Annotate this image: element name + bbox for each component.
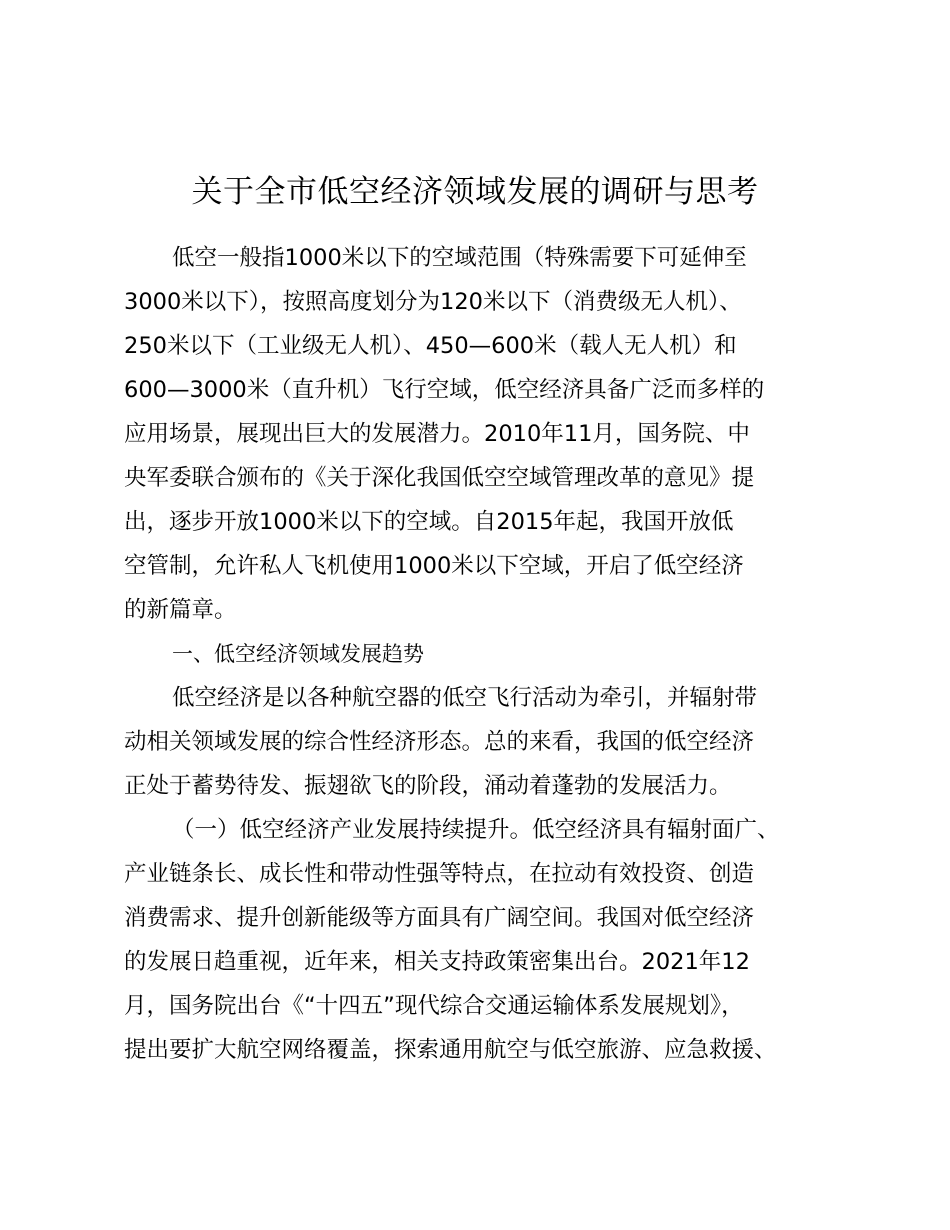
paragraph-line: 的新篇章。: [124, 597, 237, 623]
paragraph-line: 的发展日趋重视，近年来，相关支持政策密集出台。2021年12: [124, 949, 750, 975]
paragraph-line: 低空经济是以各种航空器的低空飞行活动为牵引，并辐射带: [172, 685, 758, 711]
paragraph-line: 600—3000米（直升机）飞行空域，低空经济具备广泛而多样的: [124, 377, 765, 403]
paragraph-line: 应用场景，展现出巨大的发展潜力。2010年11月，国务院、中: [124, 421, 750, 447]
paragraph-line: 空管制，允许私人飞机使用1000米以下空域，开启了低空经济: [124, 553, 744, 579]
paragraph-line: 产业链条长、成长性和带动性强等特点，在拉动有效投资、创造: [124, 861, 755, 887]
paragraph-line: 央军委联合颁布的《关于深化我国低空空域管理改革的意见》提: [124, 465, 755, 491]
section-heading: 一、低空经济领域发展趋势: [172, 642, 424, 666]
paragraph-line: （一）低空经济产业发展持续提升。低空经济具有辐射面广、: [172, 817, 780, 843]
paragraph-line: 3000米以下），按照高度划分为120米以下（消费级无人机）、: [124, 289, 742, 315]
document-body: [124, 236, 844, 1072]
paragraph-line: 低空一般指1000米以下的空域范围（特殊需要下可延伸至: [172, 245, 747, 271]
paragraph-line: 消费需求、提升创新能级等方面具有广阔空间。我国对低空经济: [124, 905, 755, 931]
paragraph-line: 250米以下（工业级无人机）、450—600米（载人无人机）和: [124, 333, 737, 359]
paragraph-line: 提出要扩大航空网络覆盖，探索通用航空与低空旅游、应急救援、: [124, 1037, 777, 1063]
paragraph-line: 月，国务院出台《“十四五”现代综合交通运输体系发展规划》，: [124, 993, 744, 1019]
document-title: 关于全市低空经济领域发展的调研与思考: [191, 174, 759, 210]
paragraph-line: 正处于蓄势待发、振翅欲飞的阶段，涌动着蓬勃的发展活力。: [124, 773, 732, 799]
paragraph-line: 出，逐步开放1000米以下的空域。自2015年起，我国开放低: [124, 509, 734, 535]
paragraph-line: 动相关领域发展的综合性经济形态。总的来看，我国的低空经济: [124, 729, 755, 755]
